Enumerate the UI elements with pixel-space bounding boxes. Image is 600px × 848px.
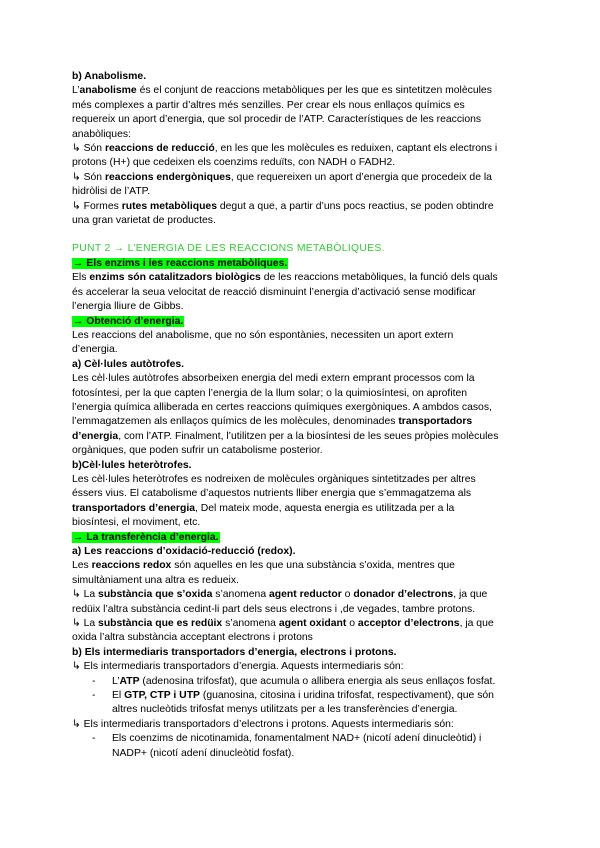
paragraph-line: més complexes a partir d’altres més senzilles. Per crear els nous enllaços químics es <box>72 99 465 111</box>
paragraph-line: transportadors d’energia, Del mateix mode, aquesta energia es utilitzada per a la <box>72 502 455 514</box>
spacer <box>72 228 527 242</box>
paragraph-line: L’anabolisme és el conjunt de reaccions metabòliques per les que es sintetitzen molècules <box>72 85 492 97</box>
heterotrophs-heading: b)Cèl·lules heteròtrofes. <box>72 459 192 471</box>
dash-continuation: altres nucleòtids trifosfat menys utilitzats per a les transferències d’energia. <box>112 704 458 716</box>
paragraph-line: Les cèl·lules heteròtrofes es nodreixen de molècules orgàniques sintetitzades per altres <box>72 473 476 485</box>
paragraph-line: orgàniques, que poden sufrir un catabolisme posterior. <box>72 445 323 457</box>
paragraph-line: l’emmagatzemen als enllaços químics de les molècules, denominades transportadors <box>72 416 473 428</box>
bullet-continuation: redüix l’altra substància cedint-li part dels seus electrons i ,de vegades, tambre protons. <box>72 603 476 615</box>
bullet-item: ↳ La substància que es redüix s’anomena agent oxidant o acceptor d’electrons, ja que <box>72 618 494 630</box>
section-title: PUNT 2 → L’ENERGIA DE LES REACCIONS METABÒLIQUES. <box>72 243 385 255</box>
highlighted-subheading: → La transferència d’energia. <box>73 531 219 543</box>
dash-item: - El GTP, CTP i UTP (guanosina, citosina i uridina trifosfat, respectivament), que són <box>72 689 527 703</box>
bullet-continuation: hidròlisi de l’ATP. <box>72 186 151 198</box>
bullet-item: ↳ Són reaccions de reducció, en les que les molècules es reduixen, captant els electrons i <box>72 143 498 155</box>
paragraph-line: requereix un aport d’energia, que sol procedir de l’ATP. Característiques de les reaccions <box>72 114 482 126</box>
paragraph-line: Els enzims són catalitzadors biològics de les reaccions metabòliques, la funció dels quals <box>72 272 498 284</box>
autotrophs-heading: a) Cèl·lules autòtrofes. <box>72 358 185 370</box>
paragraph-line: Les reaccions del anabolisme, que no són espontànies, necessiten un aport extern <box>72 329 454 341</box>
anabolism-heading: b) Anabolisme. <box>72 71 147 82</box>
highlighted-subheading: → Obtenció d’energia. <box>73 315 184 327</box>
paragraph-line: Les cèl·lules autòtrofes absorbeixen energia del medi extern emprant processos com la <box>72 373 475 385</box>
paragraph-line: simultàniament una altra es redueix. <box>72 574 239 586</box>
paragraph-line: éssers vius. El catabolisme d’aquestos nutrients lliber energia que s’emmagatzema als <box>72 488 472 500</box>
bullet-continuation: oxida l’altra substància acceptant electrons i protons <box>72 632 313 644</box>
paragraph-line: anabòliques: <box>72 128 131 140</box>
paragraph-line: l’energia química alliberada en certes reaccions químiques exergòniques. A ambdos casos, <box>72 401 492 413</box>
dash-item: - L’ATP (adenosina trifosfat), que acumula o allibera energia als seus enllaços fosfat. <box>72 675 527 689</box>
paragraph-line: d’energia. <box>72 344 118 356</box>
bullet-item: ↳ Els intermediaris transportadors d’electrons i protons. Aquests intermediaris són: <box>72 718 454 730</box>
paragraph-line: és accelerar la seua velocitat de reacció disminuint l’energia d’activació sense modificar <box>72 286 476 298</box>
paragraph-line: biosíntesi, el moviment, etc. <box>72 517 201 529</box>
dash-marker: - <box>92 675 96 687</box>
document-page <box>72 70 527 761</box>
bullet-continuation: una gran varietat de productes. <box>72 215 216 227</box>
bullet-item: ↳ La substància que s’oxida s’anomena agent reductor o donador d’electrons, ja que <box>72 589 488 601</box>
dash-continuation: NADP+ (nicotí adení dinucleòtid fosfat). <box>112 747 295 759</box>
bullet-item: ↳ Són reaccions endergòniques, que requereixen un aport d’energia que procedeix de la <box>72 171 492 183</box>
dash-item: - Els coenzims de nicotinamida, fonamentalment NAD+ (nicotí adení dinucleòtid) i <box>72 732 527 746</box>
highlighted-subheading: → Els enzims i les reaccions metabòliques. <box>73 257 288 269</box>
bullet-item: ↳ Formes rutes metabòliques degut a que, a partir d’uns pocs reactius, se poden obtindre <box>72 200 494 212</box>
redox-heading: a) Les reaccions d’oxidació-reducció (redox). <box>72 546 296 557</box>
paragraph-line: d’energia, com l’ATP. Finalment, l’utilitzen per a la biosíntesi de les seues pròpies molècules <box>72 430 499 442</box>
bullet-continuation: protons (H+) que cedeixen els coenzims reduïts, con NADH o FADH2. <box>72 157 396 169</box>
dash-marker: - <box>92 690 96 702</box>
dash-marker: - <box>92 733 96 745</box>
bullet-item: ↳ Els intermediaris transportadors d’energia. Aquests intermediaris són: <box>72 661 404 673</box>
paragraph-line: l’energia lliure de Gibbs. <box>72 301 184 313</box>
intermediaries-heading: b) Els intermediaris transportadors d’energia, electrons i protons. <box>72 646 397 658</box>
paragraph-line: fotosíntesi, per la que capten l’energia de la llum solar; o la quimiosíntesi, on aprofiten <box>72 387 468 399</box>
paragraph-line: Les reaccions redox són aquelles en les que una substància s’oxida, mentres que <box>72 560 455 572</box>
